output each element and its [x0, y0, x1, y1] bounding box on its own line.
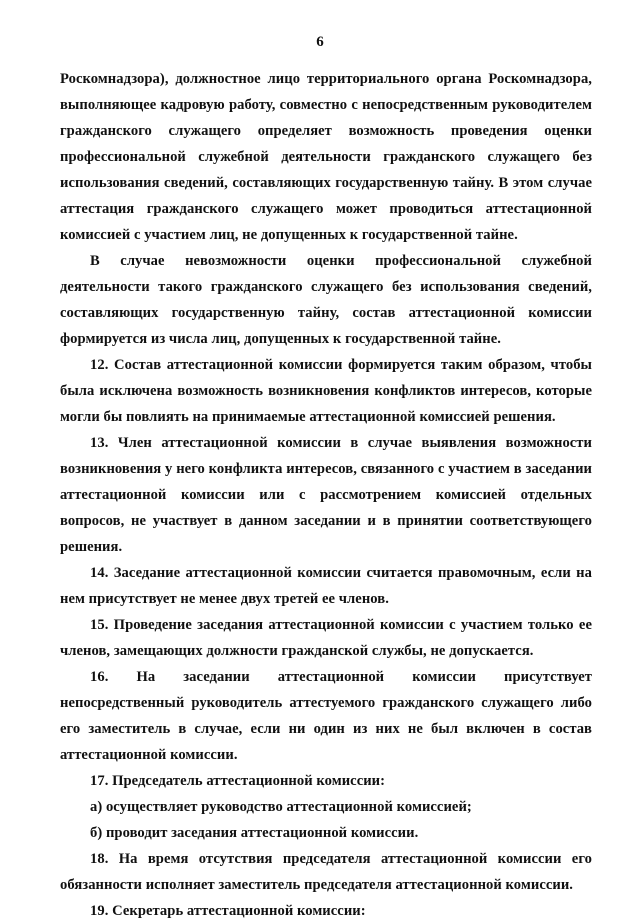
paragraph-clause-19: 19. Секретарь аттестационной комиссии: [90, 903, 366, 919]
page-number: 6 [316, 34, 324, 50]
document-body [60, 66, 592, 924]
paragraph-clause-16: 16. На заседании аттестационной комиссии присутствует непосредственный руководитель аттестуемого гражданского служащего либо его заместитель в случае, если ни один из них не был включен в состав аттестационной комиссии. [60, 669, 592, 763]
paragraph-clause-14: 14. Заседание аттестационной комиссии считается правомочным, если на нем присутствует не менее двух третей ее членов. [60, 565, 592, 607]
paragraph-clause-17: 17. Председатель аттестационной комиссии: [90, 773, 386, 789]
paragraph-clause-13: 13. Член аттестационной комиссии в случае выявления возможности возникновения у него конфликта интересов, связанного с участием в заседании аттестационной комиссии или с рассмотрением комиссией отдельных вопросов, не участвует в данном заседании и в принятии соответствующего решения. [60, 435, 592, 555]
paragraph-clause-18: 18. На время отсутствия председателя аттестационной комиссии его обязанности исполняет заместитель председателя аттестационной комиссии. [60, 851, 592, 893]
paragraph-clause-17b: б) проводит заседания аттестационной комиссии. [90, 825, 419, 841]
paragraph-impossibility-case: В случае невозможности оценки профессиональной служебной деятельности такого гражданского служащего без использования сведений, составляющих государственную тайну, состав аттестационной комиссии формируется из числа лиц, допущенных к государственной тайне. [60, 253, 592, 347]
paragraph-clause-12: 12. Состав аттестационной комиссии формируется таким образом, чтобы была исключена возможность возникновения конфликтов интересов, которые могли бы повлиять на принимаемые аттестационной комиссией решения. [60, 357, 592, 425]
paragraph-continuation: Роскомнадзора), должностное лицо территориального органа Роскомнадзора, выполняющее кадровую работу, совместно с непосредственным руководителем гражданского служащего определяет возможность проведения оценки профессиональной служебной деятельности гражданского служащего без использования сведений, составляющих государственную тайну. В этом случае аттестация гражданского служащего может проводиться аттестационной комиссией с участием лиц, не допущенных к государственной тайне. [60, 71, 592, 243]
paragraph-clause-17a: а) осуществляет руководство аттестационной комиссией; [90, 799, 472, 815]
paragraph-clause-15: 15. Проведение заседания аттестационной комиссии с участием только ее членов, замещающих должности гражданской службы, не допускается. [60, 617, 592, 659]
